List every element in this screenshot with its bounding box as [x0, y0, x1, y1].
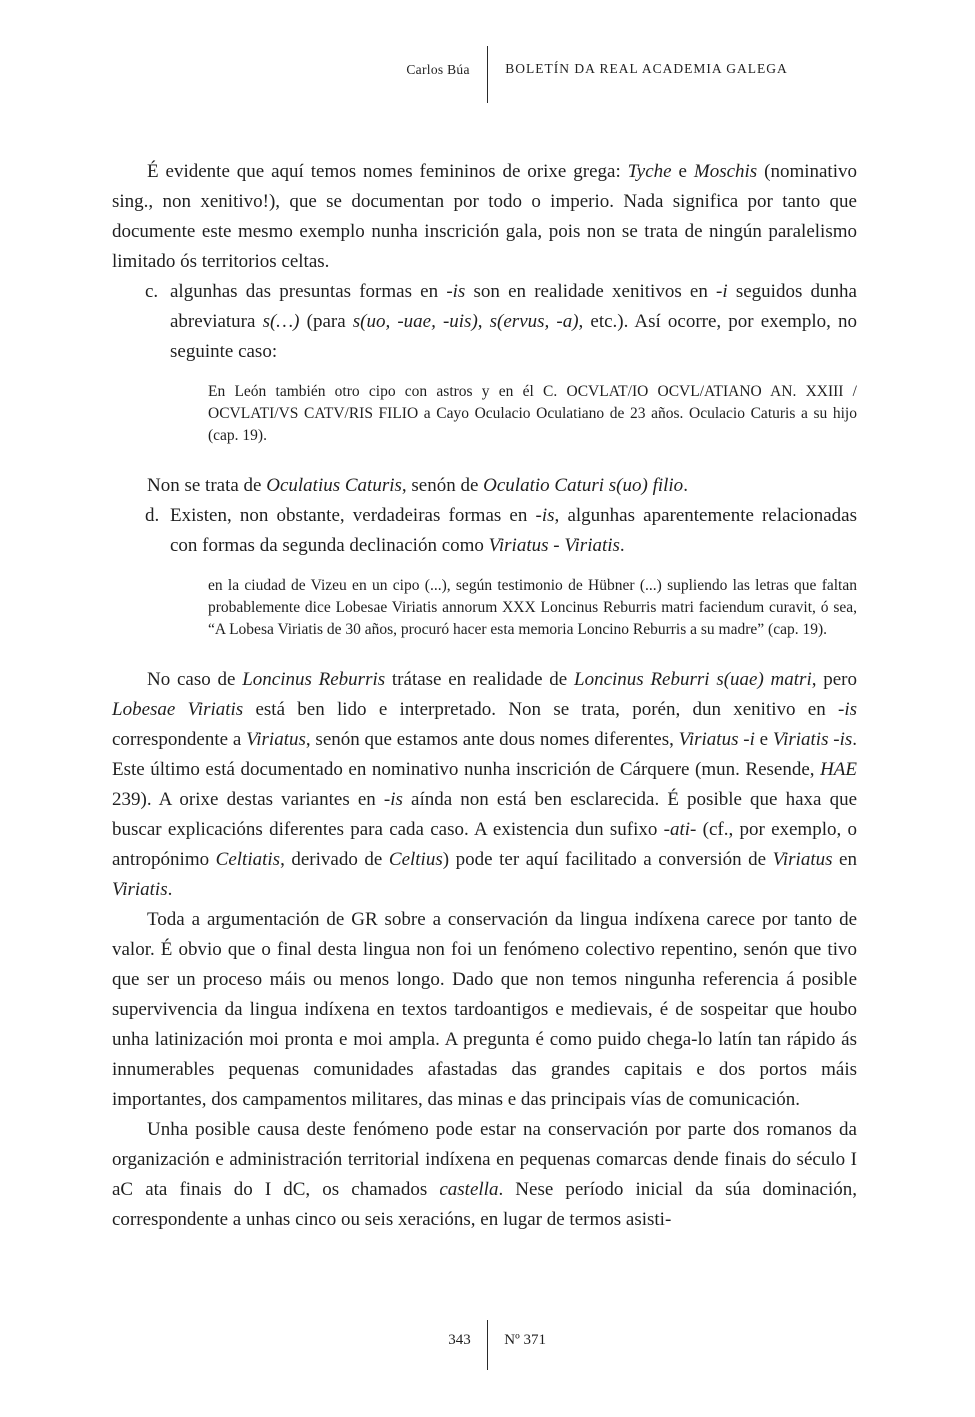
text-segment: Unha posible causa deste fenómeno pode estar na conservación por parte dos romanos da organización e administración territorial indíxena en pequenas comarcas dende finais do século I aC ata finais do I dC, os chamados: [112, 1119, 857, 1200]
text-segment: (cf., por exemplo, o antropónimo: [112, 819, 858, 870]
text-segment: , senón de: [401, 475, 484, 496]
text-segment: É evidente que aquí temos nomes femininos de orixe grega:: [147, 161, 628, 182]
text-segment: algunhas das presuntas formas en: [170, 281, 447, 302]
list-marker: d.: [145, 505, 160, 526]
issue-label: Nº 371: [504, 1332, 546, 1348]
text-segment: , senón que estamos ante dous nomes diferentes,: [305, 729, 679, 750]
page-number-label: 343: [448, 1332, 471, 1348]
paragraph: [112, 471, 857, 501]
text-segment: correspondente a: [112, 729, 247, 750]
page-header: [0, 46, 975, 103]
italic-text-segment: Viriatis -is: [772, 729, 853, 750]
list-item: [112, 501, 857, 561]
page-body: [112, 157, 857, 1235]
italic-text-segment: Viriatus: [246, 729, 306, 750]
list-marker: c.: [145, 281, 159, 302]
italic-text-segment: s(…): [262, 311, 300, 332]
italic-text-segment: HAE: [820, 759, 857, 780]
header-journal: BOLETÍN DA REAL ACADEMIA GALEGA: [505, 61, 788, 76]
italic-text-segment: -i: [716, 281, 728, 302]
text-segment: .: [683, 475, 688, 496]
header-author: Carlos Búa: [406, 62, 470, 77]
text-segment: , etc.). Así ocorre, por exemplo, no seguinte caso:: [170, 311, 858, 362]
text-segment: . Este último está documentado en nominativo nunha inscrición de Cárquere (mun. Resende,: [112, 729, 858, 780]
paragraph: [112, 905, 857, 1115]
italic-text-segment: s(uo, -uae, -uis): [352, 311, 478, 332]
italic-text-segment: Viriatus -i: [678, 729, 755, 750]
text-segment: Toda a argumentación de GR sobre a conservación da lingua indíxena carece por tanto de valor. É obvio que o final desta lingua non foi un fenómeno colectivo repentino, senón que tivo que ser un proceso máis ou menos longo. Dado que non temos ningunha referencia á posible supervivencia da lingua indíxena en textos tardoantigos e medievais, é de sospeitar que houbo unha latinización moi pronta e moi ampla. A pregunta é como puido chega-lo latín tan rápido ás innumerables pequenas comunidades afastadas das grandes capitais e dos portos máis importantes, dos campamentos militares, das minas e das principais vías de comunicación.: [112, 909, 857, 1110]
text-segment: ,: [477, 311, 490, 332]
text-segment: , pero: [811, 669, 858, 690]
italic-text-segment: Oculatio Caturi s(uo) filio: [483, 475, 684, 496]
page-footer: [0, 1320, 975, 1370]
text-segment: No caso de: [147, 669, 243, 690]
italic-text-segment: Tyche: [627, 161, 672, 182]
text-segment: Existen, non obstante, verdadeiras formas en: [170, 505, 536, 526]
block-quote: [208, 381, 857, 447]
italic-text-segment: Moschis: [693, 161, 758, 182]
text-segment: .: [167, 879, 173, 900]
text-segment: (para: [299, 311, 353, 332]
text-segment: seguidos dunha abreviatura: [170, 281, 857, 332]
text-segment: está ben lido e interpretado. Non se trata, porén, dun xenitivo en: [243, 699, 838, 720]
text-segment: aínda non está ben esclarecida. É posible que haxa que buscar explicacións diferentes para cada caso. A existencia dun sufixo: [112, 789, 858, 840]
italic-text-segment: Lobesae Viriatis: [112, 699, 244, 720]
italic-text-segment: -is: [535, 505, 555, 526]
italic-text-segment: Viriatis: [112, 879, 168, 900]
text-segment: son en realidade xenitivos en: [465, 281, 717, 302]
text-segment: trátase en realidade de: [385, 669, 575, 690]
italic-text-segment: Loncinus Reburris: [242, 669, 386, 690]
text-segment: (nominativo sing., non xenitivo!), que se documentan por todo o imperio. Nada significa por tanto que documente este mesmo exemplo nunha inscrición gala, pois non se trata de ningún paralelismo limitado ós territorios celtas.: [112, 161, 857, 272]
text-segment: . Nese período inicial da súa dominación, correspondente a unhas cinco ou seis xeracións, en lugar de termos asisti-: [112, 1179, 857, 1230]
block-quote: [208, 575, 857, 641]
italic-text-segment: -is: [383, 789, 403, 810]
text-segment: e: [754, 729, 773, 750]
text-segment: e: [671, 161, 694, 182]
text-segment: .: [619, 535, 625, 556]
italic-text-segment: Celtius: [388, 849, 443, 870]
italic-text-segment: -is: [446, 281, 466, 302]
paragraph: [112, 157, 857, 277]
paragraph: [112, 1115, 857, 1235]
text-segment: en: [832, 849, 857, 870]
italic-text-segment: Viriatus - Viriatis: [488, 535, 620, 556]
italic-text-segment: s(ervus, -a): [489, 311, 579, 332]
italic-text-segment: Viriatus: [772, 849, 833, 870]
italic-text-segment: -ati-: [663, 819, 697, 840]
italic-text-segment: Loncinus Reburri s(uae) matri: [574, 669, 812, 690]
text-segment: ) pode ter aquí facilitado a conversión de: [442, 849, 773, 870]
text-segment: en la ciudad de Vizeu en un cipo (...), según testimonio de Hübner (...) supliendo las letras que faltan probablemente dice Lobesae Viriatis annorum XXX Loncinus Reburris matri faciendum curavit, ó sea, “A Lobesa Viriatis de 30 años, procuró hacer esta memoria Loncino Reburris a su madre” (cap. 19).: [208, 577, 857, 638]
italic-text-segment: Oculatius Caturis: [266, 475, 402, 496]
text-segment: 239). A orixe destas variantes en: [112, 789, 384, 810]
italic-text-segment: -is: [838, 699, 857, 720]
list-item: [112, 277, 857, 367]
paragraph: [112, 665, 857, 905]
text-segment: En León también otro cipo con astros y en él C. OCVLAT/IO OCVL/ATIANO AN. XXIII / OCVLATI/VS CATV/RIS FILIO a Cayo Oculacio Oculatiano de 23 años. Oculacio Caturis a su hijo (cap. 19).: [208, 383, 857, 444]
italic-text-segment: castella: [439, 1179, 499, 1200]
italic-text-segment: Celtiatis: [215, 849, 281, 870]
text-segment: , algunhas aparentemente relacionadas con formas da segunda declinación como: [170, 505, 858, 556]
text-segment: Non se trata de: [147, 475, 267, 496]
text-segment: , derivado de: [280, 849, 389, 870]
